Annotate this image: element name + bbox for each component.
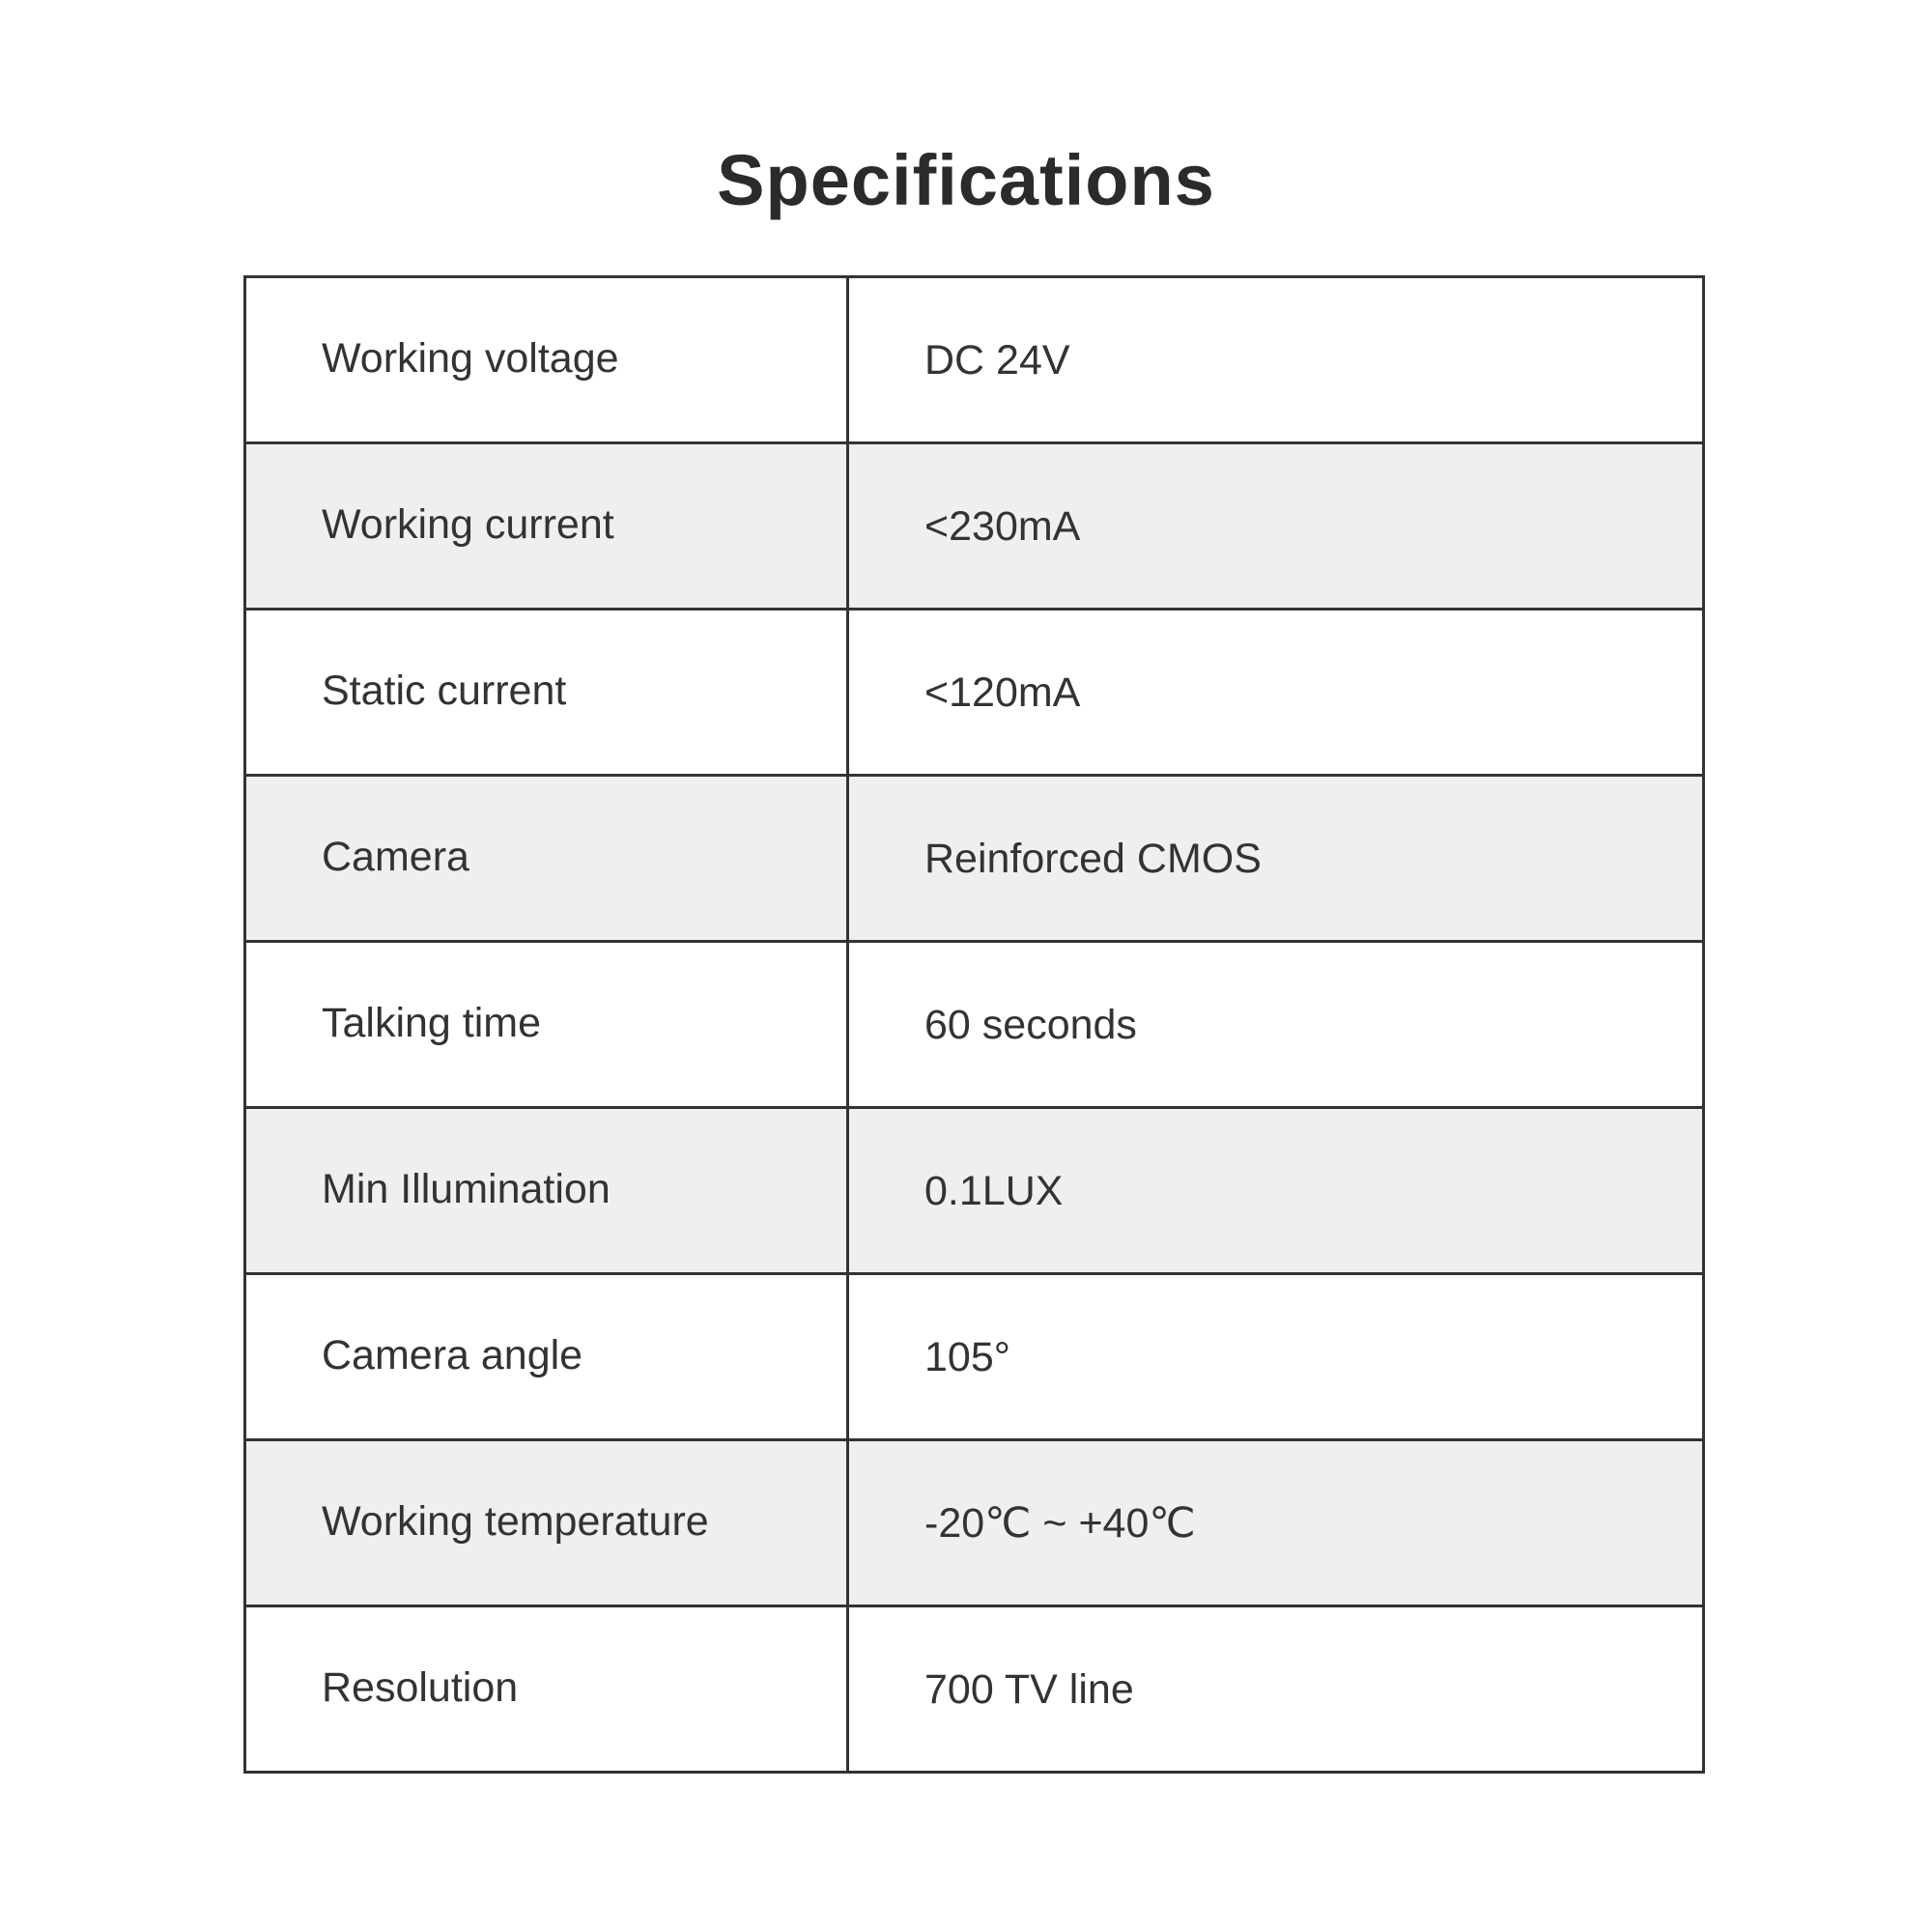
spec-label: Working voltage xyxy=(245,277,848,443)
spec-label: Camera xyxy=(245,776,848,942)
spec-row-static-current xyxy=(245,610,1704,776)
spec-label: Resolution xyxy=(245,1606,848,1773)
spec-value: DC 24V xyxy=(848,277,1704,443)
spec-label: Talking time xyxy=(245,942,848,1108)
spec-label: Working temperature xyxy=(245,1440,848,1606)
spec-value: 105° xyxy=(848,1274,1704,1440)
spec-value: Reinforced CMOS xyxy=(848,776,1704,942)
spec-row-working-current xyxy=(245,443,1704,610)
spec-value: 0.1LUX xyxy=(848,1108,1704,1274)
spec-row-min-illumination xyxy=(245,1108,1704,1274)
spec-value: 60 seconds xyxy=(848,942,1704,1108)
spec-row-talking-time xyxy=(245,942,1704,1108)
page-title: Specifications xyxy=(717,140,1215,220)
spec-row-camera-angle xyxy=(245,1274,1704,1440)
spec-value: 700 TV line xyxy=(848,1606,1704,1773)
spec-row-working-temperature xyxy=(245,1440,1704,1606)
spec-label: Min Illumination xyxy=(245,1108,848,1274)
spec-label: Working current xyxy=(245,443,848,610)
spec-value: <120mA xyxy=(848,610,1704,776)
spec-value: <230mA xyxy=(848,443,1704,610)
spec-row-camera xyxy=(245,776,1704,942)
spec-value: -20℃ ~ +40℃ xyxy=(848,1440,1704,1606)
specifications-table xyxy=(243,275,1705,1774)
spec-label: Camera angle xyxy=(245,1274,848,1440)
spec-label: Static current xyxy=(245,610,848,776)
spec-row-resolution xyxy=(245,1606,1704,1773)
spec-row-working-voltage xyxy=(245,277,1704,443)
